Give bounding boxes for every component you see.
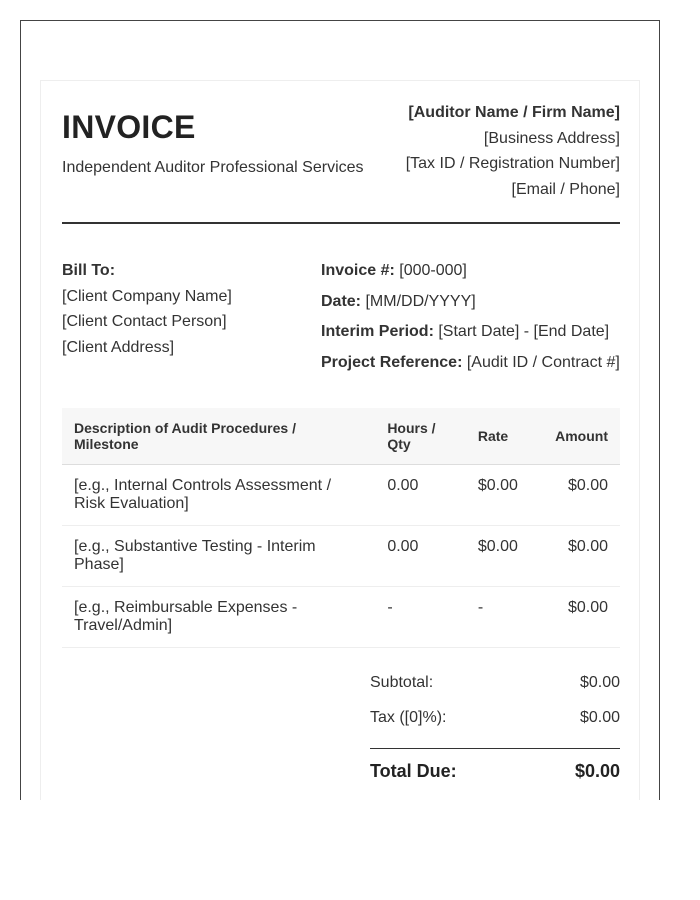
project-reference-row — [321, 348, 620, 379]
row-hours: - — [375, 587, 466, 648]
row-amount: $0.00 — [543, 465, 620, 526]
column-header-description: Description of Audit Procedures / Milestone — [62, 408, 375, 465]
tax-label: Tax ([0]%): — [370, 709, 447, 726]
invoice-subtitle: Independent Auditor Professional Services — [62, 159, 364, 176]
row-amount: $0.00 — [543, 587, 620, 648]
row-hours: 0.00 — [375, 526, 466, 587]
tax-row — [370, 709, 620, 744]
table-row — [62, 587, 620, 648]
row-amount: $0.00 — [543, 526, 620, 587]
row-rate: - — [466, 587, 543, 648]
invoice-number-value: [000-000] — [399, 262, 467, 279]
invoice-info — [62, 258, 620, 398]
subtotal-row — [370, 674, 620, 709]
interim-period-label: Interim Period: — [321, 323, 434, 340]
totals-block — [370, 674, 620, 782]
invoice-content — [62, 100, 620, 782]
issuer-block — [406, 100, 620, 202]
invoice-date-value: [MM/DD/YYYY] — [365, 292, 476, 310]
table-row — [62, 465, 620, 526]
issuer-address: [Business Address] — [483, 129, 620, 147]
total-due-row — [370, 748, 620, 782]
total-due-value: $0.00 — [574, 761, 620, 781]
column-header-rate: Rate — [466, 408, 543, 465]
table-header-row — [62, 408, 620, 465]
line-items-table — [62, 408, 620, 648]
client-company: [Client Company Name] — [62, 287, 232, 305]
subtotal-label: Subtotal: — [370, 674, 434, 691]
invoice-number-label: Invoice #: — [321, 262, 395, 279]
issuer-contact: [Email / Phone] — [511, 180, 620, 198]
subtotal-value: $0.00 — [579, 674, 620, 691]
invoice-meta — [321, 256, 620, 398]
column-header-hours: Hours / Qty — [375, 408, 466, 465]
client-contact-person: [Client Contact Person] — [62, 313, 227, 330]
issuer-name: [Auditor Name / Firm Name] — [408, 104, 620, 121]
title-block — [62, 100, 364, 177]
total-due-label: Total Due: — [370, 761, 457, 781]
invoice-date-row — [321, 287, 620, 318]
project-reference-label: Project Reference: — [321, 353, 463, 371]
bill-to-label: Bill To: — [62, 262, 116, 279]
interim-period-row — [321, 317, 620, 348]
column-header-amount: Amount — [543, 408, 620, 465]
bill-to-block — [62, 258, 321, 398]
row-description: [e.g., Reimbursable Expenses - Travel/Admin] — [62, 587, 375, 648]
project-reference-value: [Audit ID / Contract #] — [466, 353, 620, 371]
table-row — [62, 526, 620, 587]
tax-value: $0.00 — [579, 709, 620, 726]
invoice-title: INVOICE — [62, 109, 196, 145]
row-description: [e.g., Internal Controls Assessment / Risk Evaluation] — [62, 465, 375, 526]
client-address: [Client Address] — [62, 338, 175, 356]
row-rate: $0.00 — [466, 526, 543, 587]
invoice-date-label: Date: — [321, 292, 362, 310]
invoice-header — [62, 100, 620, 224]
issuer-tax-id: [Tax ID / Registration Number] — [405, 155, 620, 172]
row-hours: 0.00 — [375, 465, 466, 526]
invoice-number-row — [321, 256, 620, 287]
interim-period-value: [Start Date] - [End Date] — [438, 323, 610, 340]
row-rate: $0.00 — [466, 465, 543, 526]
row-description: [e.g., Substantive Testing - Interim Phase] — [62, 526, 375, 587]
